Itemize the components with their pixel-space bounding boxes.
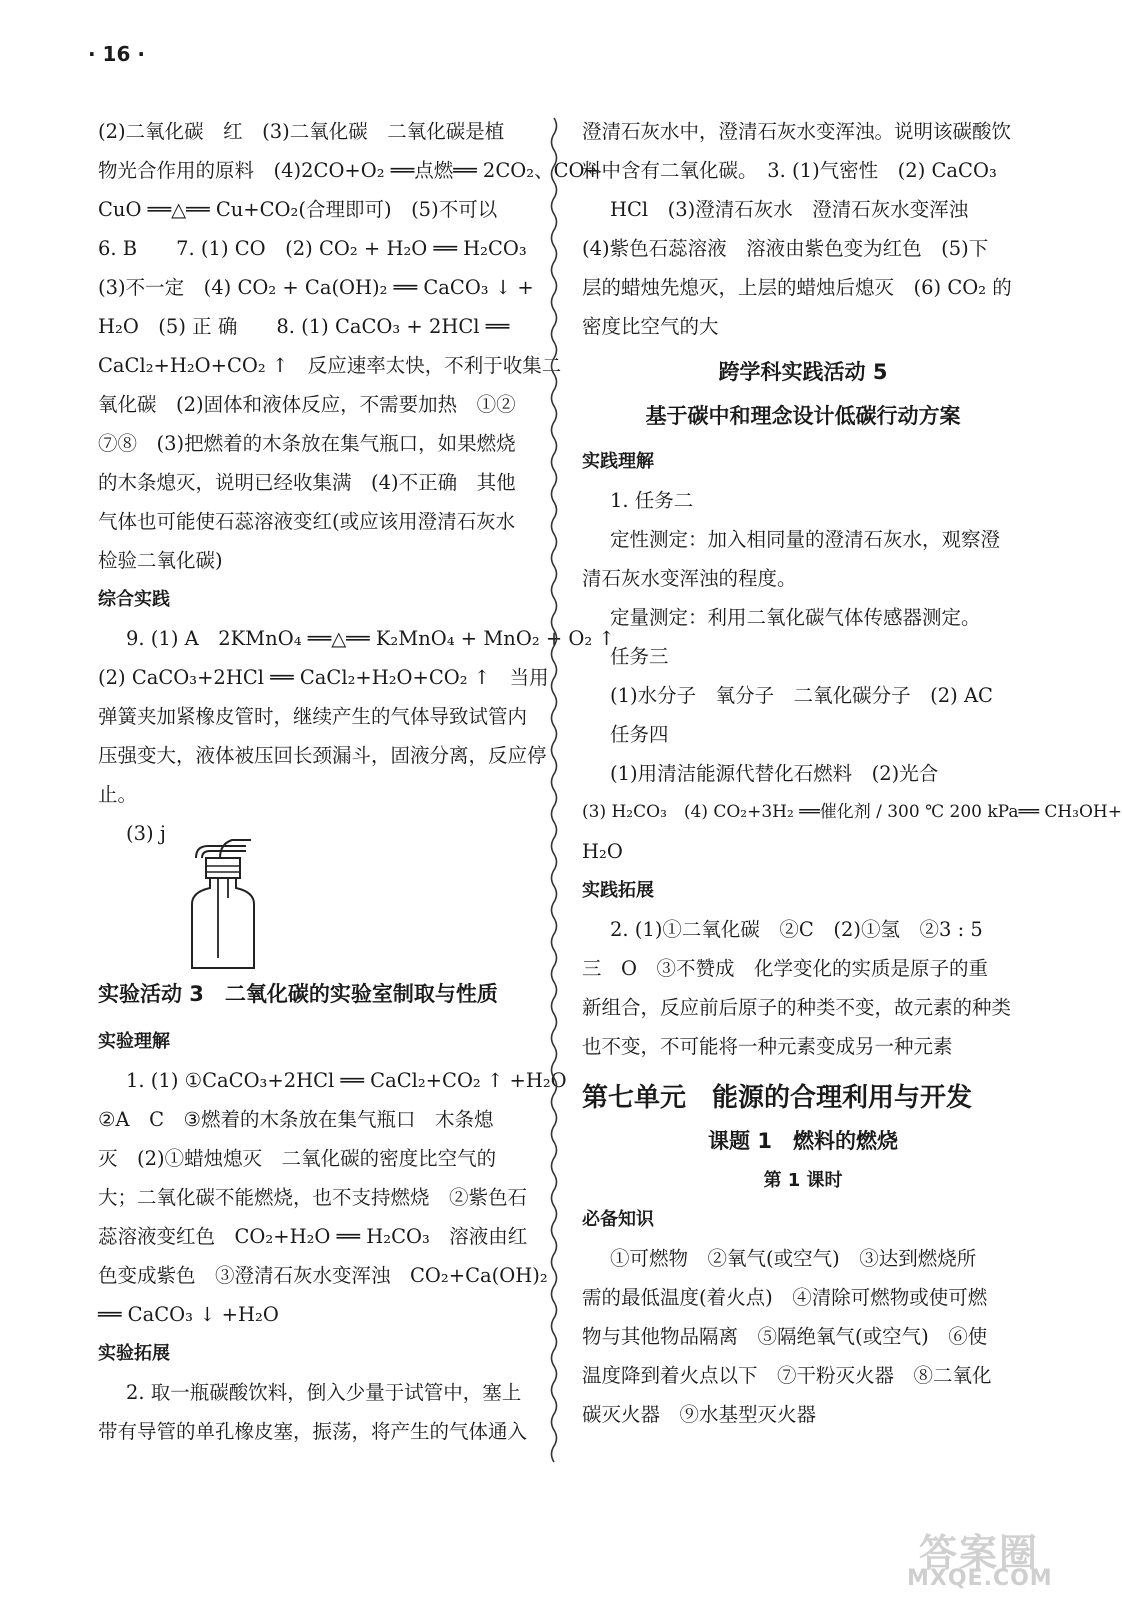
text-line: 也不变，不可能将一种元素变成另一种元素 — [582, 1035, 953, 1058]
section-heading: 实验拓展 — [98, 1343, 170, 1364]
text-line: (2)二氧化碳 红 (3)二氧化碳 二氧化碳是植 — [98, 120, 505, 143]
section-heading: 必备知识 — [582, 1209, 654, 1230]
text-line: 澄清石灰水中，澄清石灰水变浑浊。说明该碳酸饮 — [582, 120, 1012, 143]
unit-title: 第七单元 能源的合理利用与开发 — [582, 1083, 973, 1113]
text-line: 新组合，反应前后原子的种类不变，故元素的种类 — [582, 996, 1012, 1019]
text-line: 物光合作用的原料 (4)2CO+O₂ ══点燃══ 2CO₂、CO+ — [98, 159, 601, 182]
text-line: 2. 取一瓶碳酸饮料，倒入少量于试管中，塞上 — [126, 1381, 522, 1404]
text-line: (3)不一定 (4) CO₂ + Ca(OH)₂ ══ CaCO₃ ↓ + — [98, 276, 534, 299]
section-heading: 实践理解 — [582, 451, 654, 472]
text-line: 大；二氧化碳不能燃烧，也不支持燃烧 ②紫色石 — [98, 1186, 528, 1209]
activity5-subtitle: 基于碳中和理念设计低碳行动方案 — [645, 404, 961, 428]
text-line: 氧化碳 (2)固体和液体反应，不需要加热 ①② — [98, 393, 516, 416]
text-line: 2. (1)①二氧化碳 ②C (2)①氢 ②3 : 5 — [610, 918, 983, 941]
text-line: 1. (1) ①CaCO₃+2HCl ══ CaCl₂+CO₂ ↑ +H₂O — [126, 1069, 567, 1092]
text-line: 层的蜡烛先熄灭，上层的蜡烛后熄灭 (6) CO₂ 的 — [582, 276, 1012, 299]
text-line: ══ CaCO₃ ↓ +H₂O — [98, 1303, 279, 1326]
site-watermark — [905, 1522, 1080, 1594]
text-line: 检验二氧化碳) — [98, 549, 223, 572]
text-line: ⑦⑧ (3)把燃着的木条放在集气瓶口，如果燃烧 — [98, 432, 516, 455]
text-line: 止。 — [98, 783, 138, 806]
lesson-title: 课题 1 燃料的燃烧 — [708, 1129, 898, 1153]
text-line: 弹簧夹加紧橡皮管时，继续产生的气体导致试管内 — [98, 705, 528, 728]
text-line: HCl (3)澄清石灰水 澄清石灰水变浑浊 — [610, 198, 969, 221]
text-line: 定量测定：利用二氧化碳气体传感器测定。 — [610, 606, 981, 629]
page-number: · 16 · — [88, 42, 145, 66]
text-line: 任务三 — [610, 645, 669, 668]
right-column — [582, 112, 1122, 1434]
text-line: 碳灭火器 ⑨水基型灭火器 — [582, 1403, 817, 1426]
text-line: ①可燃物 ②氧气(或空气) ③达到燃烧所 — [610, 1247, 977, 1270]
text-line: (1)用清洁能源代替化石燃料 (2)光合 — [610, 762, 939, 785]
section-heading: 实验理解 — [98, 1031, 170, 1052]
period-title: 第 1 课时 — [763, 1170, 843, 1191]
watermark-logo-text: 答案圈 — [919, 1531, 1040, 1575]
text-line: H₂O (5) 正 确 8. (1) CaCO₃ + 2HCl ══ — [98, 315, 510, 338]
activity5-title: 跨学科实践活动 5 — [718, 360, 888, 384]
text-line: (1)水分子 氧分子 二氧化碳分子 (2) AC — [610, 684, 993, 707]
text-line: 需的最低温度(着火点) ④清除可燃物或使可燃 — [582, 1286, 988, 1309]
text-line: 任务四 — [610, 723, 669, 746]
watermark-url: MXQE.COM — [907, 1566, 1053, 1591]
text-line: 料中含有二氧化碳。 3. (1)气密性 (2) CaCO₃ — [582, 159, 997, 182]
text-line: 6. B 7. (1) CO (2) CO₂ + H₂O ══ H₂CO₃ — [98, 237, 527, 260]
text-line: H₂O — [582, 840, 623, 863]
text-line: CaCl₂+H₂O+CO₂ ↑ 反应速率太快，不利于收集二 — [98, 354, 562, 377]
section-heading: 实践拓展 — [582, 880, 654, 901]
text-line: 的木条熄灭，说明已经收集满 (4)不正确 其他 — [98, 471, 516, 494]
text-line: (4)紫色石蕊溶液 溶液由紫色变为红色 (5)下 — [582, 237, 989, 260]
text-line: (3) H₂CO₃ (4) CO₂+3H₂ ══催化剂 / 300 ℃ 200 kPa══ CH₃OH+ — [582, 802, 1122, 822]
text-line: 温度降到着火点以下 ⑦干粉灭火器 ⑧二氧化 — [582, 1364, 992, 1387]
text-line: 1. 任务二 — [610, 489, 694, 512]
text-line: 密度比空气的大 — [582, 315, 719, 338]
text-line: 灭 (2)①蜡烛熄灭 二氧化碳的密度比空气的 — [98, 1147, 497, 1170]
activity-title: 实验活动 3 二氧化碳的实验室制取与性质 — [98, 982, 498, 1006]
text-line: 清石灰水变浑浊的程度。 — [582, 567, 797, 590]
section-heading: 综合实践 — [98, 589, 170, 610]
text-line: 定性测定：加入相同量的澄清石灰水，观察澄 — [610, 528, 1001, 551]
text-line: 蕊溶液变红色 CO₂+H₂O ══ H₂CO₃ 溶液由红 — [98, 1225, 528, 1248]
gas-bottle-figure — [176, 840, 266, 975]
left-column — [98, 112, 615, 1451]
text-line: (2) CaCO₃+2HCl ══ CaCl₂+H₂O+CO₂ ↑ 当用 — [98, 666, 549, 689]
text-line: 9. (1) A 2KMnO₄ ══△══ K₂MnO₄ + MnO₂ + O₂ ↑ — [126, 627, 615, 650]
text-line: 物与其他物品隔离 ⑤隔绝氧气(或空气) ⑥使 — [582, 1325, 988, 1348]
text-line: 色变成紫色 ③澄清石灰水变浑浊 CO₂+Ca(OH)₂ — [98, 1264, 548, 1287]
text-line: CuO ══△══ Cu+CO₂(合理即可) (5)不可以 — [98, 198, 498, 221]
figure-label: (3) j — [126, 822, 166, 845]
text-line: 压强变大，液体被压回长颈漏斗，固液分离，反应停 — [98, 744, 547, 767]
column-divider — [548, 118, 560, 1448]
figure-row — [98, 814, 530, 972]
text-line: 气体也可能使石蕊溶液变红(或应该用澄清石灰水 — [98, 510, 516, 533]
text-line: 三 O ③不赞成 化学变化的实质是原子的重 — [582, 957, 988, 980]
text-line: 带有导管的单孔橡皮塞，振荡，将产生的气体通入 — [98, 1420, 528, 1443]
text-line: ②A C ③燃着的木条放在集气瓶口 木条熄 — [98, 1108, 494, 1131]
